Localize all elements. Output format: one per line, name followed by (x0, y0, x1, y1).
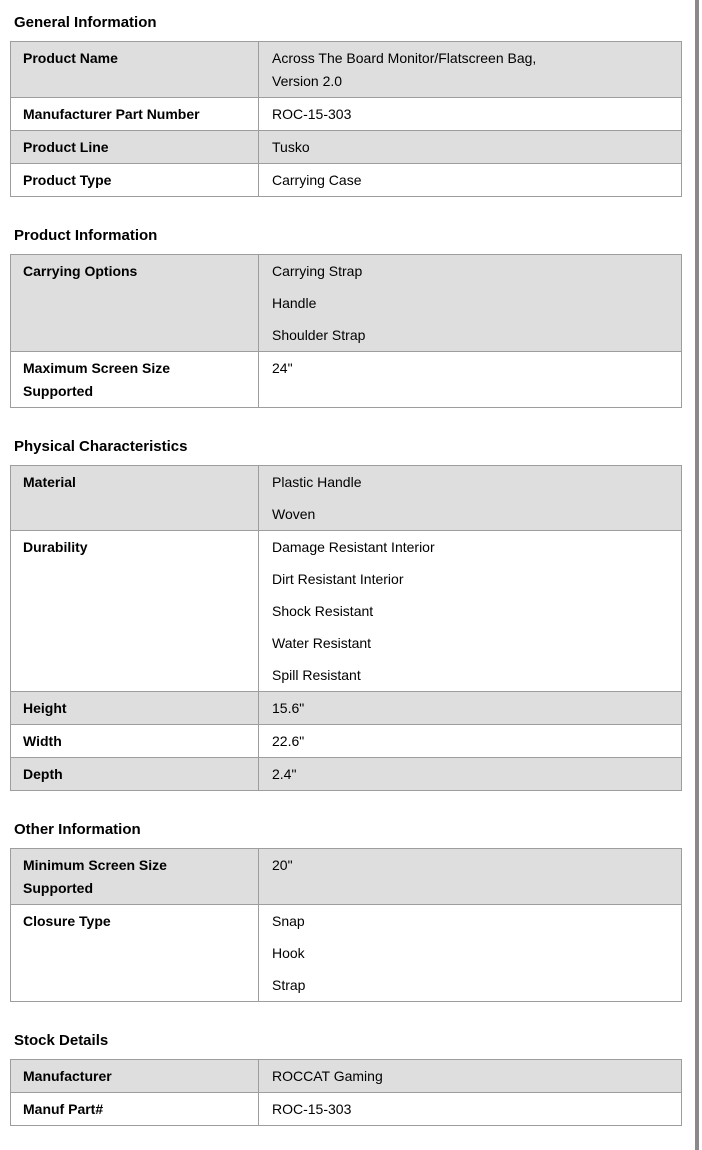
spec-row (11, 42, 682, 98)
spec-row (11, 255, 682, 352)
spec-row (11, 849, 682, 905)
spec-value-item: Strap (272, 977, 306, 993)
spec-value (259, 42, 682, 98)
spec-value-item: Shoulder Strap (272, 327, 366, 343)
spec-value-item: ROC-15-303 (272, 106, 352, 122)
spec-row (11, 758, 682, 791)
section-physical-characteristics (10, 438, 692, 791)
spec-label: Manuf Part# (11, 1093, 259, 1126)
spec-row (11, 531, 682, 692)
spec-row (11, 131, 682, 164)
spec-value-item: Dirt Resistant Interior (272, 571, 404, 587)
spec-value-item: 15.6" (272, 700, 305, 716)
spec-value-item: Tusko (272, 139, 310, 155)
section-product-information (10, 227, 692, 408)
spec-label: Height (11, 692, 259, 725)
spec-row (11, 466, 682, 531)
spec-row (11, 692, 682, 725)
spec-label: Maximum Screen Size Supported (11, 352, 259, 408)
spec-label: Product Line (11, 131, 259, 164)
spec-value (259, 1093, 682, 1126)
spec-value-item: Snap (272, 913, 305, 929)
spec-row (11, 352, 682, 408)
spec-value (259, 352, 682, 408)
spec-value (259, 725, 682, 758)
spec-value-item: Across The Board Monitor/Flatscreen Bag, Version 2.0 (272, 50, 537, 89)
spec-label: Depth (11, 758, 259, 791)
spec-row (11, 98, 682, 131)
spec-value (259, 466, 682, 531)
spec-value (259, 131, 682, 164)
spec-table (10, 465, 682, 791)
spec-value (259, 1060, 682, 1093)
spec-value-item: Hook (272, 945, 305, 961)
spec-label: Manufacturer Part Number (11, 98, 259, 131)
spec-value (259, 98, 682, 131)
spec-label: Product Name (11, 42, 259, 98)
spec-row (11, 905, 682, 1002)
spec-row (11, 725, 682, 758)
spec-table (10, 254, 682, 408)
section-title: Stock Details (14, 1032, 109, 1049)
section-stock-details (10, 1032, 692, 1126)
spec-label: Durability (11, 531, 259, 692)
section-title: Product Information (14, 227, 158, 244)
scrollbar-track (692, 0, 702, 1150)
spec-row (11, 1093, 682, 1126)
spec-value-item: Damage Resistant Interior (272, 539, 435, 555)
spec-value (259, 255, 682, 352)
section-general-information (10, 14, 692, 197)
spec-label: Carrying Options (11, 255, 259, 352)
spec-value-item: Carrying Case (272, 172, 362, 188)
scrollbar-thumb[interactable] (695, 0, 699, 1150)
spec-table (10, 41, 682, 197)
spec-value (259, 164, 682, 197)
spec-value-item: ROCCAT Gaming (272, 1068, 383, 1084)
section-title: Other Information (14, 821, 141, 838)
spec-value (259, 905, 682, 1002)
spec-table (10, 848, 682, 1002)
spec-table (10, 1059, 682, 1126)
section-other-information (10, 821, 692, 1002)
spec-label: Width (11, 725, 259, 758)
spec-value-item: Plastic Handle (272, 474, 362, 490)
spec-value-item: ROC-15-303 (272, 1101, 352, 1117)
spec-label: Minimum Screen Size Supported (11, 849, 259, 905)
spec-value-item: Woven (272, 506, 316, 522)
spec-row (11, 1060, 682, 1093)
spec-value-item: Handle (272, 295, 317, 311)
section-title: Physical Characteristics (14, 438, 188, 455)
spec-value (259, 531, 682, 692)
spec-value-item: 20" (272, 857, 293, 873)
spec-label: Manufacturer (11, 1060, 259, 1093)
section-title: General Information (14, 14, 157, 31)
spec-value (259, 692, 682, 725)
spec-value-item: Shock Resistant (272, 603, 374, 619)
spec-value-item: Water Resistant (272, 635, 372, 651)
spec-value-item: 24" (272, 360, 293, 376)
spec-value (259, 849, 682, 905)
spec-value-item: Carrying Strap (272, 263, 363, 279)
spec-value-item: 2.4" (272, 766, 297, 782)
spec-value (259, 758, 682, 791)
spec-value-item: 22.6" (272, 733, 305, 749)
spec-value-item: Spill Resistant (272, 667, 361, 683)
spec-label: Closure Type (11, 905, 259, 1002)
spec-row (11, 164, 682, 197)
spec-label: Product Type (11, 164, 259, 197)
spec-label: Material (11, 466, 259, 531)
